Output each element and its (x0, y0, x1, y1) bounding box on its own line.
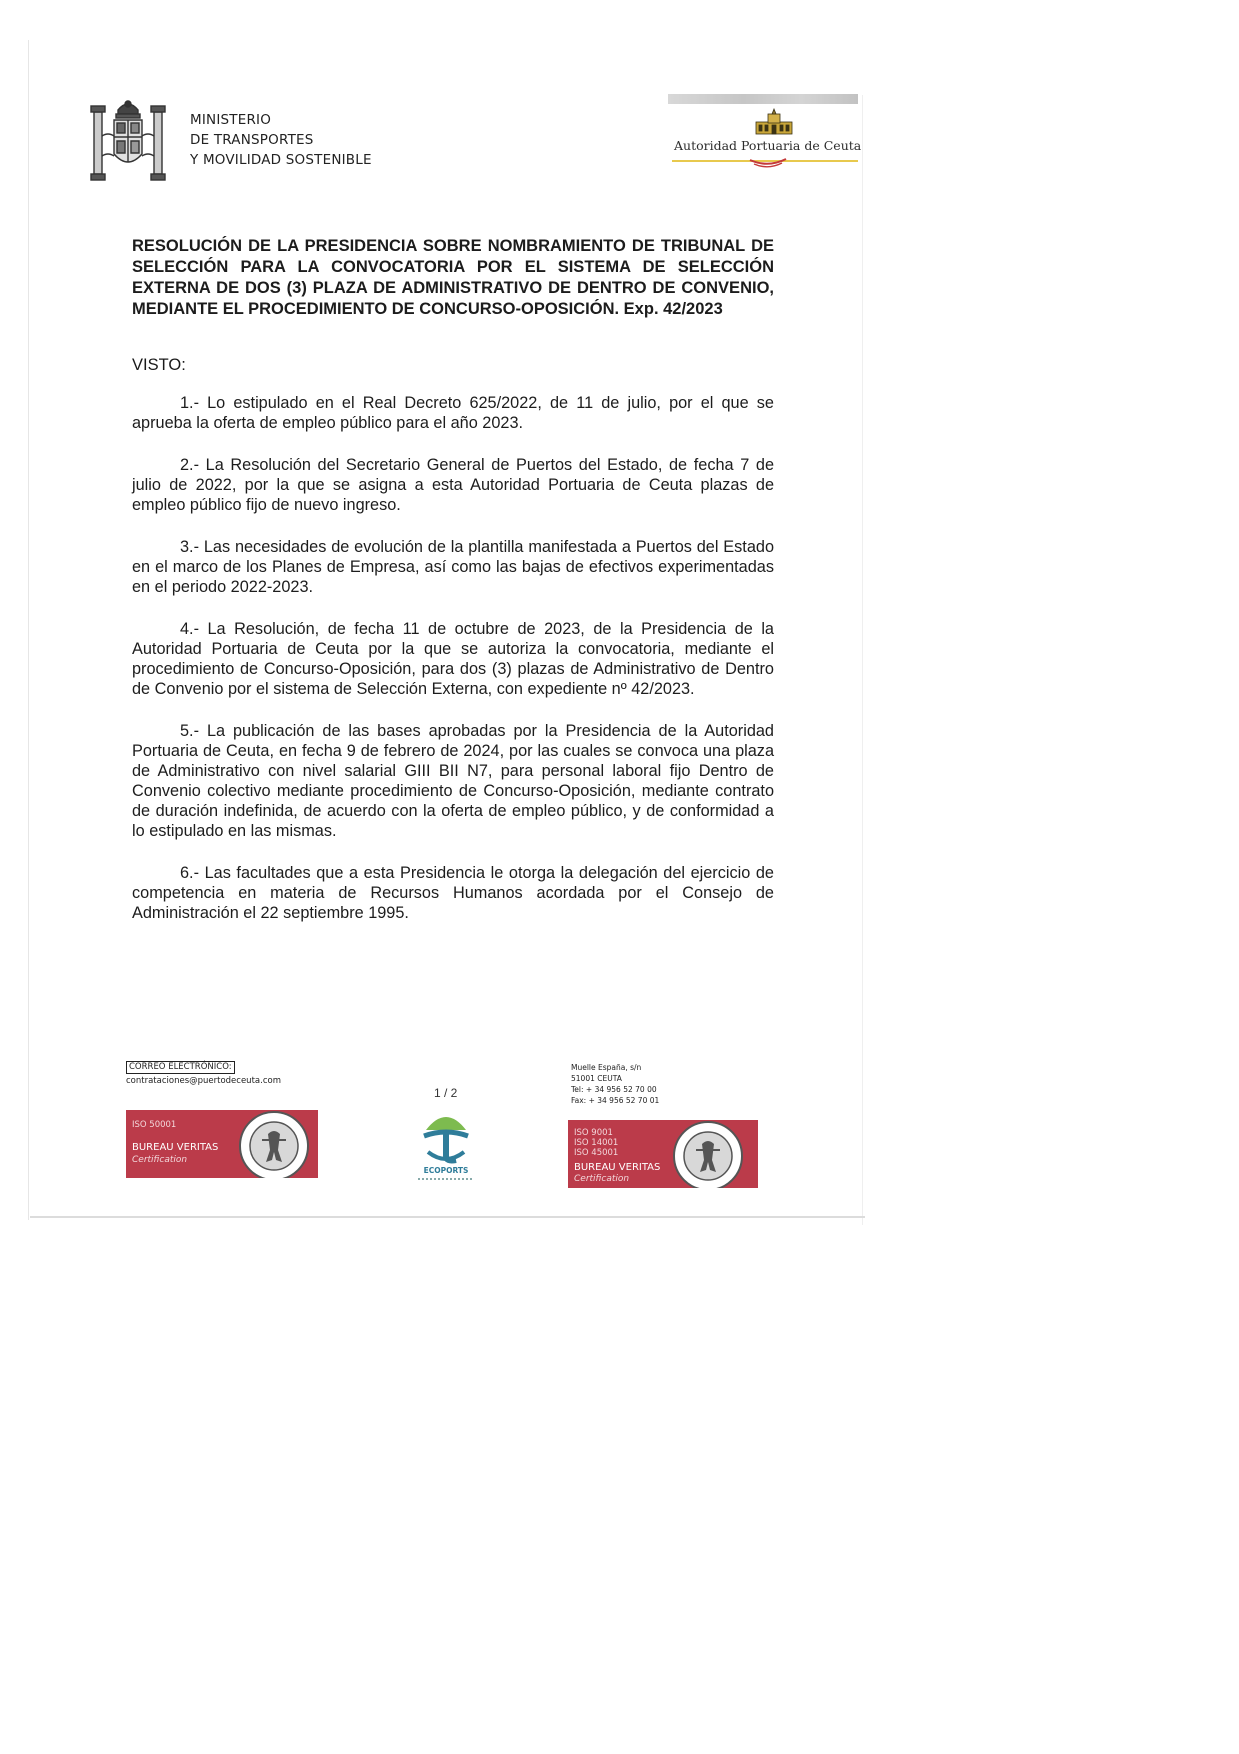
paragraph: 3.- Las necesidades de evolución de la plantilla manifestada a Puertos del Estado en el marco de los Planes de Empresa, así como las bajas de efectivos experimentadas en el periodo 2022-2023. (132, 538, 774, 596)
ecoports-logo (416, 1108, 476, 1186)
address-line: 51001 CEUTA (571, 1074, 622, 1083)
phone: Tel: + 34 956 52 70 00 (571, 1085, 657, 1094)
certifier-name: BUREAU VERITAS (574, 1162, 661, 1173)
iso-label: ISO 14001 (574, 1138, 619, 1148)
port-swoosh-icon (748, 156, 788, 168)
paragraph: 4.- La Resolución, de fecha 11 de octubre de 2023, de la Presidencia de la Autoridad Portuaria de Ceuta por la que se autoriza la convocatoria, mediante el procedimiento de Concurso-Oposición, para dos (3) plazas de Administrativo de Dentro de Convenio por el sistema de Selección Externa, con expediente nº 42/2023. (132, 620, 774, 698)
bureau-veritas-seal-icon (668, 1120, 748, 1188)
page-footer (0, 1060, 900, 1200)
ecoports-label: ECOPORTS (423, 1166, 469, 1175)
iso-label: ISO 45001 (574, 1148, 619, 1158)
certification-label: Certification (132, 1155, 188, 1165)
scan-edge (28, 40, 29, 1220)
bureau-veritas-badge (568, 1120, 758, 1188)
paragraph: 6.- Las facultades que a esta Presidencia le otorga la delegación del ejercicio de competencia en materia de Recursos Humanos acordada por el Consejo de Administración el 22 septiembre 1995. (132, 864, 774, 922)
visto-heading: VISTO: (132, 356, 186, 374)
spain-coat-of-arms-icon (88, 96, 168, 184)
fax: Fax: + 34 956 52 70 01 (571, 1096, 660, 1105)
ecoports-icon (416, 1108, 476, 1166)
ecoports-subtext (418, 1178, 474, 1180)
page-number: 1 / 2 (434, 1086, 458, 1100)
postal-contact (571, 1062, 659, 1106)
document-body (132, 236, 774, 923)
email-address: contrataciones@puertodeceuta.com (126, 1076, 281, 1086)
paragraph: 5.- La publicación de las bases aprobadas por la Presidencia de la Autoridad Portuaria de Ceuta, en fecha 9 de febrero de 2024, por las cuales se convoca una plaza de Administrativo con nivel salarial GIII BII N7, para personal laboral fijo Dentro de Convenio colectivo mediante procedimiento de Concurso-Oposición, mediante contrato de duración indefinida, de acuerdo con la oferta de empleo público, y de conformidad a lo estipulado en las mismas. (132, 722, 774, 840)
iso-label: ISO 50001 (132, 1120, 177, 1130)
port-authority-logo (668, 92, 864, 172)
paragraph: 1.- Lo estipulado en el Real Decreto 625/2022, de 11 de julio, por el que se aprueba la oferta de empleo público para el año 2023. (132, 394, 774, 432)
port-building-icon (752, 108, 796, 136)
paragraph: 2.- La Resolución del Secretario General de Puertos del Estado, de fecha 7 de julio de 2022, por la que se asigna a esta Autoridad Portuaria de Ceuta plazas de empleo público fijo de nuevo ingreso. (132, 456, 774, 514)
scan-edge (862, 95, 863, 1225)
scan-edge (30, 1216, 865, 1218)
email-contact (126, 1060, 281, 1088)
port-authority-name: Autoridad Portuaria de Ceuta (674, 138, 862, 153)
bureau-veritas-badge (126, 1110, 318, 1178)
ministry-line: MINISTERIO (190, 112, 272, 128)
certifier-name: BUREAU VERITAS (132, 1142, 219, 1153)
scan-artifact (668, 94, 858, 104)
bureau-veritas-seal-icon (234, 1110, 314, 1178)
ministry-line: Y MOVILIDAD SOSTENIBLE (190, 152, 372, 168)
address-line: Muelle España, s/n (571, 1063, 642, 1072)
ministry-line: DE TRANSPORTES (190, 132, 314, 148)
ministry-name (190, 110, 372, 170)
certification-label: Certification (574, 1174, 630, 1184)
iso-label: ISO 9001 (574, 1128, 613, 1138)
email-label: CORREO ELECTRÓNICO: (126, 1061, 235, 1074)
document-title: RESOLUCIÓN DE LA PRESIDENCIA SOBRE NOMBRAMIENTO DE TRIBUNAL DE SELECCIÓN PARA LA CONVOCATORIA POR EL SISTEMA DE SELECCIÓN EXTERNA DE DOS (3) PLAZA DE ADMINISTRATIVO DE DENTRO DE CONVENIO, MEDIANTE EL PROCEDIMIENTO DE CONCURSO-OPOSICIÓN. Exp. 42/2023 (132, 237, 774, 318)
